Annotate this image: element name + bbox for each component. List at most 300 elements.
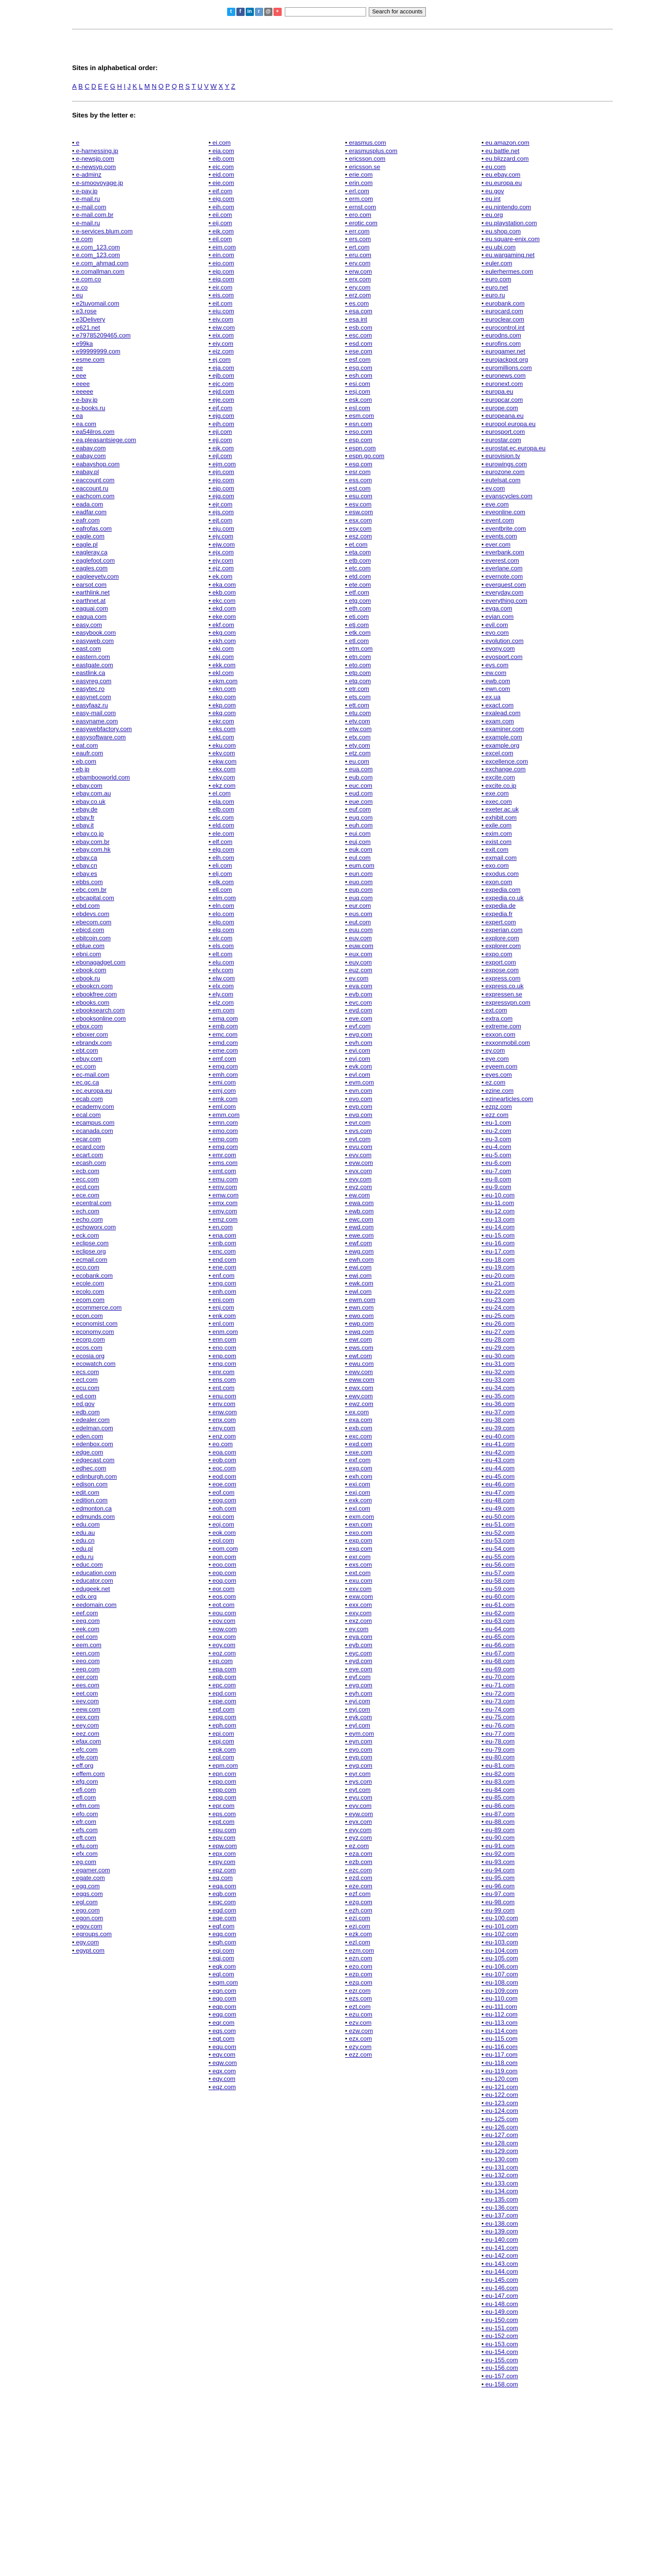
site-link[interactable]: • ecash.com (72, 1159, 185, 1167)
site-link[interactable]: • ecmail.com (72, 1256, 185, 1264)
site-link[interactable]: • eafr.com (72, 517, 185, 525)
site-link[interactable]: • ewh.com (345, 1256, 458, 1264)
site-link[interactable]: • expedia.co.uk (482, 894, 595, 903)
site-link[interactable]: • eua.com (345, 766, 458, 774)
site-link[interactable]: • eff.org (72, 1762, 185, 1770)
site-link[interactable]: • eun.com (345, 870, 458, 878)
site-link[interactable]: • everquest.com (482, 581, 595, 589)
site-link[interactable]: • eu-35.com (482, 1393, 595, 1401)
site-link[interactable]: • evy.com (345, 1176, 458, 1184)
site-link[interactable]: • eip.com (209, 268, 322, 276)
site-link[interactable]: • ewo.com (345, 1312, 458, 1320)
site-link[interactable]: • eil.com (209, 235, 322, 244)
site-link[interactable]: • egate.com (72, 1874, 185, 1883)
site-link[interactable]: • exxon.com (482, 1031, 595, 1039)
site-link[interactable]: • ezs.com (345, 1995, 458, 2003)
site-link[interactable]: • eu-148.com (482, 2300, 595, 2309)
site-link[interactable]: • ext.com (345, 1569, 458, 1578)
site-link[interactable]: • eu-125.com (482, 2115, 595, 2124)
site-link[interactable]: • eu-124.com (482, 2107, 595, 2115)
site-link[interactable]: • elo.com (209, 910, 322, 919)
site-link[interactable]: • ewm.com (345, 1296, 458, 1304)
site-link[interactable]: • ert.com (345, 244, 458, 252)
site-link[interactable]: • euj.com (345, 838, 458, 846)
site-link[interactable]: • ebay.cn (72, 862, 185, 870)
site-link[interactable]: • ebay.ca (72, 854, 185, 862)
site-link[interactable]: • efax.com (72, 1738, 185, 1746)
site-link[interactable]: • eu-13.com (482, 1216, 595, 1224)
site-link[interactable]: • ejv.com (209, 533, 322, 541)
site-link[interactable]: • ekx.com (209, 766, 322, 774)
site-link[interactable]: • eu-85.com (482, 1794, 595, 1802)
site-link[interactable]: • emz.com (209, 1216, 322, 1224)
site-link[interactable]: • e-books.ru (72, 404, 185, 413)
site-link[interactable]: • epo.com (209, 1778, 322, 1786)
site-link[interactable]: • europeana.eu (482, 412, 595, 420)
site-link[interactable]: • ebay.com.br (72, 838, 185, 846)
site-link[interactable]: • eru.com (345, 251, 458, 260)
site-link[interactable]: • eb.jp (72, 766, 185, 774)
site-link[interactable]: • ecommerce.com (72, 1304, 185, 1312)
site-link[interactable]: • esi.com (345, 380, 458, 388)
site-link[interactable]: • evn.com (345, 1087, 458, 1095)
site-link[interactable]: • ebookcn.com (72, 982, 185, 991)
site-link[interactable]: • eu-113.com (482, 2019, 595, 2027)
site-link[interactable]: • ecb.com (72, 1167, 185, 1176)
site-link[interactable]: • eyf.com (345, 1673, 458, 1682)
site-link[interactable]: • exo.com (345, 1529, 458, 1537)
site-link[interactable]: • ebay.com (72, 782, 185, 790)
letter-link-c[interactable]: C (84, 82, 90, 90)
site-link[interactable]: • etr.com (345, 685, 458, 693)
site-link[interactable]: • eeo.com (72, 1657, 185, 1666)
site-link[interactable]: • ecs.com (72, 1368, 185, 1377)
site-link[interactable]: • epc.com (209, 1682, 322, 1690)
site-link[interactable]: • ejw.com (209, 541, 322, 549)
site-link[interactable]: • ezj.com (345, 1923, 458, 1931)
site-link[interactable]: • ent.com (209, 1384, 322, 1393)
site-link[interactable]: • enc.com (209, 1248, 322, 1256)
site-link[interactable]: • eih.com (209, 204, 322, 212)
site-link[interactable]: • esk.com (345, 396, 458, 404)
site-link[interactable]: • ey.com (482, 1047, 595, 1055)
site-link[interactable]: • emx.com (209, 1199, 322, 1208)
site-link[interactable]: • edinburgh.com (72, 1473, 185, 1481)
site-link[interactable]: • e3.rose (72, 308, 185, 316)
site-link[interactable]: • eu-156.com (482, 2364, 595, 2372)
site-link[interactable]: • end.com (209, 1256, 322, 1264)
site-link[interactable]: • eef.com (72, 1609, 185, 1618)
site-link[interactable]: • ejh.com (209, 420, 322, 429)
site-link[interactable]: • eastern.com (72, 653, 185, 662)
site-link[interactable]: • eiy.com (209, 340, 322, 348)
site-link[interactable]: • eu-88.com (482, 1818, 595, 1826)
site-link[interactable]: • evi.com (345, 1047, 458, 1055)
site-link[interactable]: • etl.com (345, 637, 458, 646)
site-link[interactable]: • ek.com (209, 573, 322, 581)
site-link[interactable]: • expo.com (482, 951, 595, 959)
site-link[interactable]: • eqy.com (209, 2075, 322, 2083)
site-link[interactable]: • euw.com (345, 942, 458, 951)
site-link[interactable]: • eu-127.com (482, 2131, 595, 2140)
site-link[interactable]: • edge.com (72, 1449, 185, 1457)
site-link[interactable]: • etn.com (345, 653, 458, 662)
site-link[interactable]: • eu-51.com (482, 1521, 595, 1529)
site-link[interactable]: • eedomain.com (72, 1601, 185, 1609)
site-link[interactable]: • eggs.com (72, 1890, 185, 1899)
site-link[interactable]: • exf.com (345, 1456, 458, 1465)
site-link[interactable]: • ekz.com (209, 782, 322, 790)
site-link[interactable]: • ezb.com (345, 1858, 458, 1867)
site-link[interactable]: • euq.com (345, 894, 458, 903)
site-link[interactable]: • enj.com (209, 1304, 322, 1312)
site-link[interactable]: • eut.com (345, 919, 458, 927)
site-link[interactable]: • ew.com (482, 669, 595, 677)
site-link[interactable]: • eji.com (209, 428, 322, 436)
site-link[interactable]: • elx.com (209, 982, 322, 991)
search-button[interactable]: Search for accounts (369, 7, 426, 16)
site-link[interactable]: • eu-132.com (482, 2172, 595, 2180)
site-link[interactable]: • efs.com (72, 1826, 185, 1835)
site-link[interactable]: • eulerhermes.com (482, 268, 595, 276)
reddit-icon[interactable]: r (255, 8, 263, 16)
site-link[interactable]: • eke.com (209, 613, 322, 621)
site-link[interactable]: • epg.com (209, 1714, 322, 1722)
site-link[interactable]: • edealer.com (72, 1416, 185, 1425)
site-link[interactable]: • exeter.ac.uk (482, 806, 595, 814)
site-link[interactable]: • eko.com (209, 693, 322, 702)
site-link[interactable]: • eu-31.com (482, 1360, 595, 1368)
site-link[interactable]: • ecd.com (72, 1183, 185, 1192)
site-link[interactable]: • ejm.com (209, 461, 322, 469)
site-link[interactable]: • ekv.com (209, 750, 322, 758)
site-link[interactable]: • etm.com (345, 645, 458, 653)
site-link[interactable]: • ewd.com (345, 1224, 458, 1232)
site-link[interactable]: • excite.co.jp (482, 782, 595, 790)
site-link[interactable]: • exz.com (345, 1617, 458, 1625)
site-link[interactable]: • elj.com (209, 870, 322, 878)
site-link[interactable]: • evz.com (345, 1183, 458, 1192)
site-link[interactable]: • eyu.com (345, 1794, 458, 1802)
site-link[interactable]: • eov.com (209, 1617, 322, 1625)
site-link[interactable]: • eu-106.com (482, 1963, 595, 1971)
site-link[interactable]: • esj.com (345, 388, 458, 396)
site-link[interactable]: • europe.com (482, 404, 595, 413)
site-link[interactable]: • efi.com (72, 1786, 185, 1794)
site-link[interactable]: • exit.com (482, 846, 595, 854)
site-link[interactable]: • eu-52.com (482, 1529, 595, 1537)
site-link[interactable]: • eqp.com (209, 2003, 322, 2011)
site-link[interactable]: • eww.com (345, 1376, 458, 1384)
site-link[interactable]: • eyz.com (345, 1834, 458, 1842)
site-link[interactable]: • epq.com (209, 1794, 322, 1802)
site-link[interactable]: • exh.com (345, 1473, 458, 1481)
site-link[interactable]: • eot.com (209, 1601, 322, 1609)
site-link[interactable]: • edenbox.com (72, 1440, 185, 1449)
site-link[interactable]: • ec.europa.eu (72, 1087, 185, 1095)
site-link[interactable]: • erz.com (345, 292, 458, 300)
site-link[interactable]: • eu-104.com (482, 1947, 595, 1955)
site-link[interactable]: • ely.com (209, 991, 322, 999)
site-link[interactable]: • etk.com (345, 629, 458, 637)
site-link[interactable]: • emu.com (209, 1176, 322, 1184)
site-link[interactable]: • es.com (345, 300, 458, 308)
site-link[interactable]: • eqb.com (209, 1890, 322, 1899)
site-link[interactable]: • eqf.com (209, 1923, 322, 1931)
site-link[interactable]: • epr.com (209, 1802, 322, 1810)
site-link[interactable]: • explorer.com (482, 942, 595, 951)
site-link[interactable]: • eu-11.com (482, 1199, 595, 1208)
site-link[interactable]: • eol.com (209, 1537, 322, 1545)
letter-link-m[interactable]: M (144, 82, 150, 90)
site-link[interactable]: • eu-150.com (482, 2316, 595, 2325)
letter-link-s[interactable]: S (185, 82, 191, 90)
site-link[interactable]: • example.com (482, 734, 595, 742)
site-link[interactable]: • epj.com (209, 1738, 322, 1746)
site-link[interactable]: • exact.com (482, 702, 595, 710)
site-link[interactable]: • ezw.com (345, 2027, 458, 2036)
site-link[interactable]: • eaglefoot.com (72, 557, 185, 565)
site-link[interactable]: • eu-83.com (482, 1778, 595, 1786)
site-link[interactable]: • eva.com (345, 982, 458, 991)
site-link[interactable]: • eu-154.com (482, 2348, 595, 2357)
site-link[interactable]: • e-pay.jp (72, 188, 185, 196)
site-link[interactable]: • exim.com (482, 830, 595, 838)
site-link[interactable]: • eqj.com (209, 1955, 322, 1963)
site-link[interactable]: • eu-30.com (482, 1352, 595, 1361)
site-link[interactable]: • ezk.com (345, 1930, 458, 1939)
site-link[interactable]: • eadfar.com (72, 509, 185, 517)
site-link[interactable]: • enw.com (209, 1409, 322, 1417)
site-link[interactable]: • eis.com (209, 292, 322, 300)
site-link[interactable]: • eoy.com (209, 1641, 322, 1650)
site-link[interactable]: • eu-120.com (482, 2075, 595, 2083)
site-link[interactable]: • ebd.com (72, 902, 185, 910)
site-link[interactable]: • ewv.com (345, 1368, 458, 1377)
site-link[interactable]: • eabay.com (72, 445, 185, 453)
site-link[interactable]: • eks.com (209, 725, 322, 734)
site-link[interactable]: • euc.com (345, 782, 458, 790)
site-link[interactable]: • exp.com (345, 1537, 458, 1545)
site-link[interactable]: • etp.com (345, 669, 458, 677)
site-link[interactable]: • evosport.com (482, 653, 595, 662)
site-link[interactable]: • ei.com (209, 139, 322, 147)
site-link[interactable]: • evf.com (345, 1023, 458, 1031)
site-link[interactable]: • eabayshop.com (72, 461, 185, 469)
site-link[interactable]: • ezx.com (345, 2035, 458, 2043)
site-link[interactable]: • eid.com (209, 171, 322, 179)
site-link[interactable]: • euro.ru (482, 292, 595, 300)
site-link[interactable]: • exj.com (345, 1489, 458, 1497)
letter-link-r[interactable]: R (178, 82, 184, 90)
site-link[interactable]: • eod.com (209, 1473, 322, 1481)
site-link[interactable]: • europa.eu (482, 388, 595, 396)
site-link[interactable]: • etu.com (345, 709, 458, 718)
site-link[interactable]: • ez.com (345, 1842, 458, 1851)
site-link[interactable]: • eu-97.com (482, 1890, 595, 1899)
site-link[interactable]: • est.com (345, 485, 458, 493)
site-link[interactable]: • emi.com (209, 1079, 322, 1087)
site-link[interactable]: • e.com_123.com (72, 251, 185, 260)
site-link[interactable]: • ebitcoin.com (72, 935, 185, 943)
site-link[interactable]: • ept.com (209, 1818, 322, 1826)
site-link[interactable]: • evt.com (345, 1136, 458, 1144)
site-link[interactable]: • eim.com (209, 244, 322, 252)
site-link[interactable]: • examiner.com (482, 725, 595, 734)
site-link[interactable]: • emt.com (209, 1167, 322, 1176)
site-link[interactable]: • exodus.com (482, 870, 595, 878)
site-link[interactable]: • eveonline.com (482, 509, 595, 517)
site-link[interactable]: • eky.com (209, 774, 322, 782)
site-link[interactable]: • edition.com (72, 1497, 185, 1505)
site-link[interactable]: • e99ka (72, 340, 185, 348)
site-link[interactable]: • e.com_123.com (72, 244, 185, 252)
site-link[interactable]: • eu-130.com (482, 2156, 595, 2164)
site-link[interactable]: • enn.com (209, 1336, 322, 1344)
site-link[interactable]: • ebay.fr (72, 814, 185, 822)
site-link[interactable]: • eu.nintendo.com (482, 204, 595, 212)
site-link[interactable]: • earsot.com (72, 581, 185, 589)
site-link[interactable]: • euo.com (345, 878, 458, 887)
site-link[interactable]: • eu-117.com (482, 2051, 595, 2059)
site-link[interactable]: • eu-128.com (482, 2140, 595, 2148)
site-link[interactable]: • epx.com (209, 1850, 322, 1858)
site-link[interactable]: • e.com.co (72, 276, 185, 284)
site-link[interactable]: • ebt.com (72, 1047, 185, 1055)
site-link[interactable]: • eu-140.com (482, 2236, 595, 2244)
site-link[interactable]: • espn.go.com (345, 452, 458, 461)
site-link[interactable]: • ecal.com (72, 1111, 185, 1120)
site-link[interactable]: • ejy.com (209, 557, 322, 565)
site-link[interactable]: • eu-91.com (482, 1842, 595, 1851)
site-link[interactable]: • eagles.com (72, 565, 185, 573)
site-link[interactable]: • ebdevs.com (72, 910, 185, 919)
site-link[interactable]: • e-harnessing.jp (72, 147, 185, 156)
site-link[interactable]: • exg.com (345, 1465, 458, 1473)
site-link[interactable]: • eos.com (209, 1593, 322, 1601)
site-link[interactable]: • ewe.com (345, 1232, 458, 1240)
site-link[interactable]: • eu-7.com (482, 1167, 595, 1176)
site-link[interactable]: • echoworx.com (72, 1224, 185, 1232)
site-link[interactable]: • ete.com (345, 581, 458, 589)
site-link[interactable]: • eu-105.com (482, 1955, 595, 1963)
site-link[interactable]: • ernst.com (345, 204, 458, 212)
site-link[interactable]: • eu-1.com (482, 1119, 595, 1127)
site-link[interactable]: • eurogamer.net (482, 348, 595, 356)
site-link[interactable]: • eu-4.com (482, 1143, 595, 1151)
site-link[interactable]: • eu-151.com (482, 2325, 595, 2333)
site-link[interactable]: • easy.com (72, 621, 185, 630)
site-link[interactable]: • eyw.com (345, 1810, 458, 1819)
site-link[interactable]: • e99999999.com (72, 348, 185, 356)
site-link[interactable]: • ejn.com (209, 468, 322, 477)
site-link[interactable]: • easytec.ro (72, 685, 185, 693)
letter-link-e[interactable]: E (98, 82, 103, 90)
site-link[interactable]: • ecos.com (72, 1344, 185, 1352)
site-link[interactable]: • eu-59.com (482, 1585, 595, 1594)
site-link[interactable]: • eu-65.com (482, 1633, 595, 1641)
site-link[interactable]: • eni.com (209, 1296, 322, 1304)
site-link[interactable]: • ej.com (209, 356, 322, 364)
site-link[interactable]: • ezq.com (345, 1979, 458, 1987)
site-link[interactable]: • edx.org (72, 1593, 185, 1601)
site-link[interactable]: • efc.com (72, 1746, 185, 1754)
site-link[interactable]: • egamer.com (72, 1867, 185, 1875)
site-link[interactable]: • exist.com (482, 838, 595, 846)
site-link[interactable]: • eurocontrol.int (482, 324, 595, 332)
site-link[interactable]: • eij.com (209, 219, 322, 228)
site-link[interactable]: • eyv.com (345, 1802, 458, 1810)
site-link[interactable]: • eyj.com (345, 1706, 458, 1714)
site-link[interactable]: • euronext.com (482, 380, 595, 388)
site-link[interactable]: • ecentral.com (72, 1199, 185, 1208)
site-link[interactable]: • ekr.com (209, 718, 322, 726)
site-link[interactable]: • eu-25.com (482, 1312, 595, 1320)
site-link[interactable]: • event.com (482, 517, 595, 525)
site-link[interactable]: • eto.com (345, 662, 458, 670)
site-link[interactable]: • elw.com (209, 975, 322, 983)
site-link[interactable]: • ezy.com (345, 2043, 458, 2052)
site-link[interactable]: • eu.europa.eu (482, 179, 595, 188)
site-link[interactable]: • elu.com (209, 959, 322, 967)
site-link[interactable]: • emq.com (209, 1143, 322, 1151)
site-link[interactable]: • edmonton.ca (72, 1505, 185, 1513)
site-link[interactable]: • epu.com (209, 1826, 322, 1835)
site-link[interactable]: • eu-36.com (482, 1400, 595, 1409)
site-link[interactable]: • eu-98.com (482, 1899, 595, 1907)
site-link[interactable]: • eaufr.com (72, 750, 185, 758)
site-link[interactable]: • experian.com (482, 926, 595, 935)
site-link[interactable]: • emw.com (209, 1192, 322, 1200)
site-link[interactable]: • eu-70.com (482, 1673, 595, 1682)
site-link[interactable]: • everbank.com (482, 549, 595, 557)
site-link[interactable]: • eyh.com (345, 1690, 458, 1698)
site-link[interactable]: • eok.com (209, 1529, 322, 1537)
site-link[interactable]: • etc.com (345, 565, 458, 573)
site-link[interactable]: • eui.com (345, 830, 458, 838)
site-link[interactable]: • ezv.com (345, 2019, 458, 2027)
site-link[interactable]: • eabay.com (72, 452, 185, 461)
site-link[interactable]: • eve.com (482, 501, 595, 509)
site-link[interactable]: • exalead.com (482, 709, 595, 718)
site-link[interactable]: • eu-57.com (482, 1569, 595, 1578)
site-link[interactable]: • exs.com (345, 1561, 458, 1569)
site-link[interactable]: • edb.com (72, 1409, 185, 1417)
site-link[interactable]: • eqq.com (209, 2011, 322, 2019)
site-link[interactable]: • ezz.com (345, 2051, 458, 2059)
site-link[interactable]: • env.com (209, 1400, 322, 1409)
site-link[interactable]: • erin.com (345, 179, 458, 188)
letter-link-l[interactable]: L (139, 82, 143, 90)
site-link[interactable]: • esa.int (345, 316, 458, 324)
site-link[interactable]: • example.org (482, 742, 595, 750)
site-link[interactable]: • eyt.com (345, 1786, 458, 1794)
site-link[interactable]: • emm.com (209, 1111, 322, 1120)
site-link[interactable]: • eoa.com (209, 1449, 322, 1457)
site-link[interactable]: • epe.com (209, 1698, 322, 1706)
site-link[interactable]: • ero.com (345, 211, 458, 219)
site-link[interactable]: • evs.com (482, 662, 595, 670)
site-link[interactable]: • ery.com (345, 284, 458, 292)
site-link[interactable]: • eu-16.com (482, 1240, 595, 1248)
site-link[interactable]: • enl.com (209, 1320, 322, 1328)
site-link[interactable]: • eqr.com (209, 2019, 322, 2027)
site-link[interactable]: • eu-149.com (482, 2308, 595, 2316)
site-link[interactable]: • eclipse.org (72, 1248, 185, 1256)
site-link[interactable]: • e (72, 139, 185, 147)
site-link[interactable]: • eb.com (72, 758, 185, 766)
site-link[interactable]: • erl.com (345, 188, 458, 196)
